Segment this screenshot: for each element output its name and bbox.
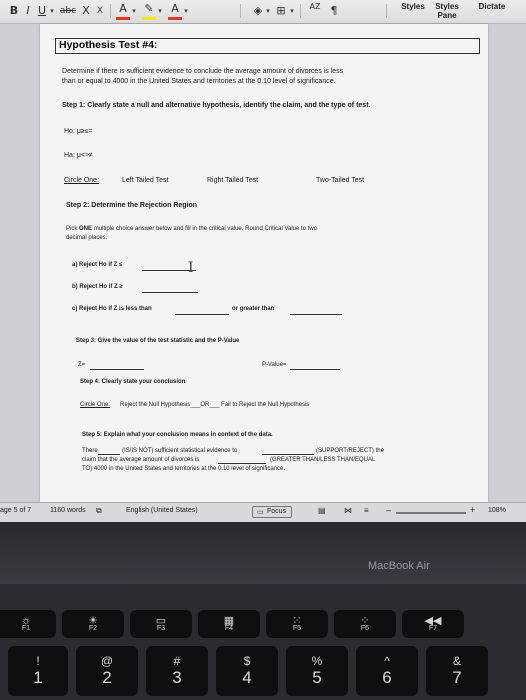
bold-button[interactable]: B: [9, 4, 19, 17]
web-layout-icon[interactable]: ⋈: [344, 506, 352, 515]
intro-line-2: than or equal to 4000 in the United States and territories at the 0.10 level of significance.: [62, 78, 336, 85]
print-layout-icon[interactable]: ▤: [318, 506, 326, 515]
sort-icon[interactable]: AZ: [309, 2, 321, 11]
subscript-button[interactable]: X: [82, 4, 90, 17]
chevron-down-icon[interactable]: ▾: [184, 7, 188, 15]
highlight-button[interactable]: ✎: [142, 2, 156, 20]
zoom-in-icon[interactable]: +: [470, 505, 476, 515]
alt-hypothesis: Ha: μ<>≠: [64, 152, 93, 159]
page-count[interactable]: age 5 of 7: [0, 507, 32, 514]
zoom-slider[interactable]: [396, 512, 466, 514]
proofing-icon[interactable]: ⧉: [96, 506, 102, 515]
text-cursor-icon: I: [188, 260, 194, 276]
option-b: b) Reject Ho if Z ≥: [72, 284, 123, 290]
step-4-heading: Step 4: Clearly state your conclusion: [80, 379, 186, 385]
z-blank[interactable]: [90, 369, 144, 370]
word-count[interactable]: 1160 words: [50, 507, 86, 514]
shading-icon[interactable]: ◈: [253, 4, 263, 17]
support-reject-blank[interactable]: [262, 454, 314, 455]
italic-button[interactable]: I: [26, 4, 30, 17]
document-page[interactable]: [40, 24, 488, 502]
f1-key[interactable]: ☼ F1: [0, 610, 56, 638]
device-brand: MacBook Air: [368, 560, 430, 572]
left-tailed-option[interactable]: Left Tailed Test: [122, 177, 169, 184]
z-label: Z=: [78, 362, 86, 368]
f6-key[interactable]: ⁘ F6: [334, 610, 396, 638]
borders-icon[interactable]: ⊞: [276, 4, 286, 17]
strikethrough-button[interactable]: abc: [59, 6, 77, 16]
zoom-out-icon[interactable]: –: [386, 505, 392, 515]
styles-pane-button[interactable]: Styles Pane: [435, 2, 459, 20]
title-box: [55, 38, 480, 54]
option-c: c) Reject Ho if Z is less than: [72, 306, 152, 312]
chevron-down-icon[interactable]: ▾: [132, 7, 136, 15]
f2-key[interactable]: ☀ F2: [62, 610, 124, 638]
is-not-blank[interactable]: [98, 454, 120, 455]
laptop-bezel: [0, 522, 526, 584]
conclusion-options[interactable]: Reject the Null Hypothesis___OR___ Fail to Reject the Null Hypothesis: [120, 402, 310, 408]
f4-key[interactable]: ▦ F4: [198, 610, 260, 638]
chevron-down-icon[interactable]: ▾: [158, 7, 162, 15]
two-tailed-option[interactable]: Two-Tailed Test: [316, 177, 365, 184]
step-1-heading: Step 1: Clearly state a null and alternative hypothesis, identify the claim, and the type of test.: [62, 102, 371, 109]
outline-view-icon[interactable]: ≡: [364, 506, 369, 515]
option-b-blank[interactable]: [142, 292, 198, 293]
toolbar-divider: [240, 4, 241, 18]
null-hypothesis: Ho: μ≥≤=: [64, 128, 93, 135]
toolbar-divider: [386, 4, 387, 18]
option-c-blank-low[interactable]: [175, 314, 229, 315]
option-a: a) Reject Ho if Z ≤: [72, 262, 123, 268]
intro-line-1: Determine if there is sufficient evidence to conclude the average amount of divorces is less: [62, 68, 344, 75]
styles-button[interactable]: Styles: [401, 2, 425, 11]
explain-line-3: TO) 4000 in the United States and territories at the 0.10 level of significance.: [82, 466, 286, 472]
key-2[interactable]: @ 2: [76, 646, 138, 696]
keyboard: [0, 584, 526, 700]
f5-key[interactable]: ⁙ F5: [266, 610, 328, 638]
explain-line-2a: claim that the average amount of divorces is: [82, 457, 200, 463]
superscript-button[interactable]: X: [96, 6, 104, 16]
explain-line-1a: There: [82, 448, 98, 454]
circle-one-label: Circle One:: [64, 177, 100, 184]
chevron-down-icon[interactable]: ▾: [266, 7, 270, 15]
pick-line-1: Pick ONE multiple choice answer below and fill in the critical value. Round Critical Value to two: [66, 226, 318, 232]
key-4[interactable]: $ 4: [216, 646, 278, 696]
option-c-middle: or greater than: [232, 306, 275, 312]
option-c-blank-high[interactable]: [290, 314, 342, 315]
toolbar-divider: [110, 4, 111, 18]
explain-line-1c: (SUPPORT/REJECT) the: [316, 448, 384, 454]
p-value-blank[interactable]: [290, 369, 340, 370]
key-5[interactable]: % 5: [286, 646, 348, 696]
step-2-heading: Step 2: Determine the Rejection Region: [66, 202, 198, 209]
f3-key[interactable]: ▭ F3: [130, 610, 192, 638]
toolbar-divider: [300, 4, 301, 18]
step-5-heading: Step 5: Explain what your conclusion means in context of the data.: [82, 432, 273, 438]
formatting-toolbar: [0, 0, 526, 24]
page-title: Hypothesis Test #4:: [59, 39, 158, 51]
explain-line-1b: (IS/IS NOT) sufficient statistical evidence to: [122, 448, 238, 454]
focus-label: Focus: [267, 508, 287, 515]
right-tailed-option[interactable]: Right Tailed Test: [207, 177, 259, 184]
zoom-level[interactable]: 108%: [488, 507, 506, 514]
conclusion-circle-label: Circle One:: [80, 402, 111, 408]
step-3-heading: Step 3: Give the value of the test statistic and the P-Value: [76, 338, 240, 344]
chevron-down-icon[interactable]: ▾: [50, 7, 54, 15]
pick-line-2: decimal places.: [66, 235, 108, 241]
status-bar: [0, 502, 526, 522]
text-color-button[interactable]: A: [168, 2, 182, 20]
pilcrow-button[interactable]: ¶: [330, 4, 338, 17]
focus-icon: ▭: [257, 509, 264, 516]
f7-key[interactable]: ◀◀ F7: [402, 610, 464, 638]
key-6[interactable]: ^ 6: [356, 646, 418, 696]
comparison-blank[interactable]: [218, 463, 266, 464]
explain-line-2b: (GREATER THAN/LESS THAN/EQUAL: [270, 457, 376, 463]
focus-button[interactable]: [252, 506, 292, 518]
underline-button[interactable]: U: [37, 4, 47, 17]
p-value-label: P-Value=: [262, 362, 287, 368]
dictate-button[interactable]: Dictate: [478, 2, 506, 11]
key-1[interactable]: ! 1: [8, 646, 68, 696]
chevron-down-icon[interactable]: ▾: [290, 7, 294, 15]
key-3[interactable]: # 3: [146, 646, 208, 696]
key-7[interactable]: & 7: [426, 646, 488, 696]
language-indicator[interactable]: English (United States): [126, 507, 198, 514]
font-color-button[interactable]: A: [116, 2, 130, 20]
